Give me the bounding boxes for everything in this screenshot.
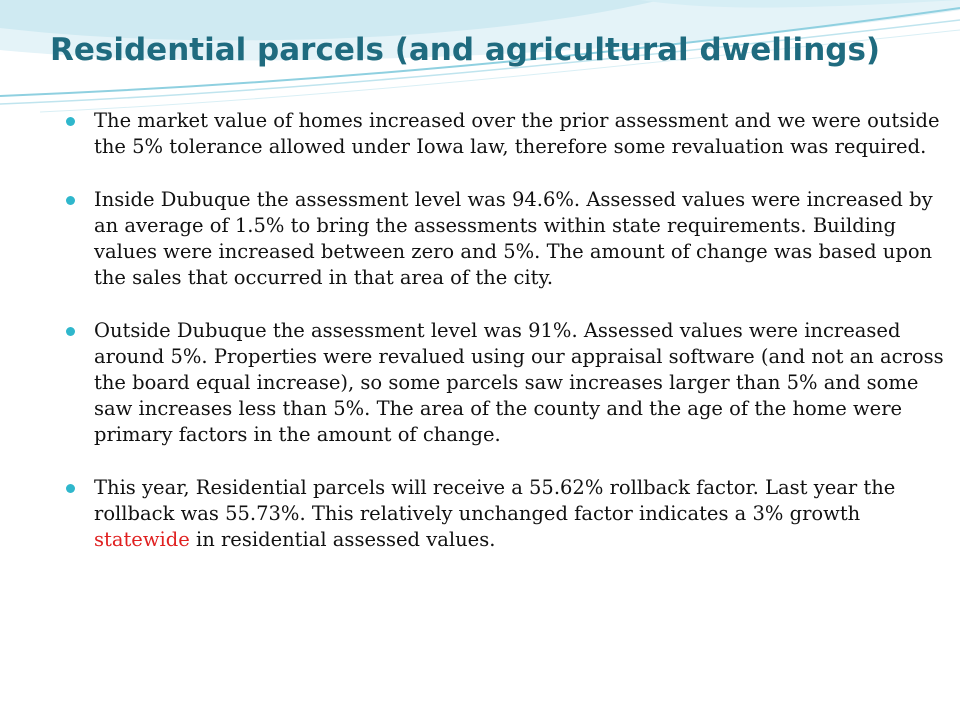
bullet-dot-icon <box>66 196 75 205</box>
bullet-text: Inside Dubuque the assessment level was 94.6%. Assessed values were increased by an average of 1.5% to bring the assessments within state requirements. Building values were increased between zero and 5%. The amount of change was based upon the sales that occurred in that area of the city. <box>94 188 933 289</box>
bullet-item-outside-dubuque <box>62 318 952 448</box>
bullet-text-before: This year, Residential parcels will receive a 55.62% rollback factor. Last year the rollback was 55.73%. This relatively unchanged factor indicates a 3% growth <box>94 476 896 525</box>
bullet-dot-icon <box>66 327 75 336</box>
bullet-item-inside-dubuque <box>62 187 952 291</box>
bullet-text-after: in residential assessed values. <box>189 528 496 551</box>
bullet-item-market-value <box>62 108 952 160</box>
bullet-item-rollback <box>62 475 952 553</box>
bullet-text: Outside Dubuque the assessment level was 91%. Assessed values were increased around 5%. Properties were revalued using our appraisal software (and not an across the board equal increase), so some parcels saw increases larger than 5% and some saw increases less than 5%. The area of the county and the age of the home were primary factors in the amount of change. <box>94 319 944 446</box>
bullet-text: The market value of homes increased over the prior assessment and we were outside the 5% tolerance allowed under Iowa law, therefore some revaluation was required. <box>94 109 940 158</box>
bullet-list <box>62 108 952 580</box>
highlight-statewide: statewide <box>94 528 190 551</box>
bullet-dot-icon <box>66 117 75 126</box>
bullet-dot-icon <box>66 484 75 493</box>
slide-title: Residential parcels (and agricultural dwellings) <box>50 32 881 68</box>
